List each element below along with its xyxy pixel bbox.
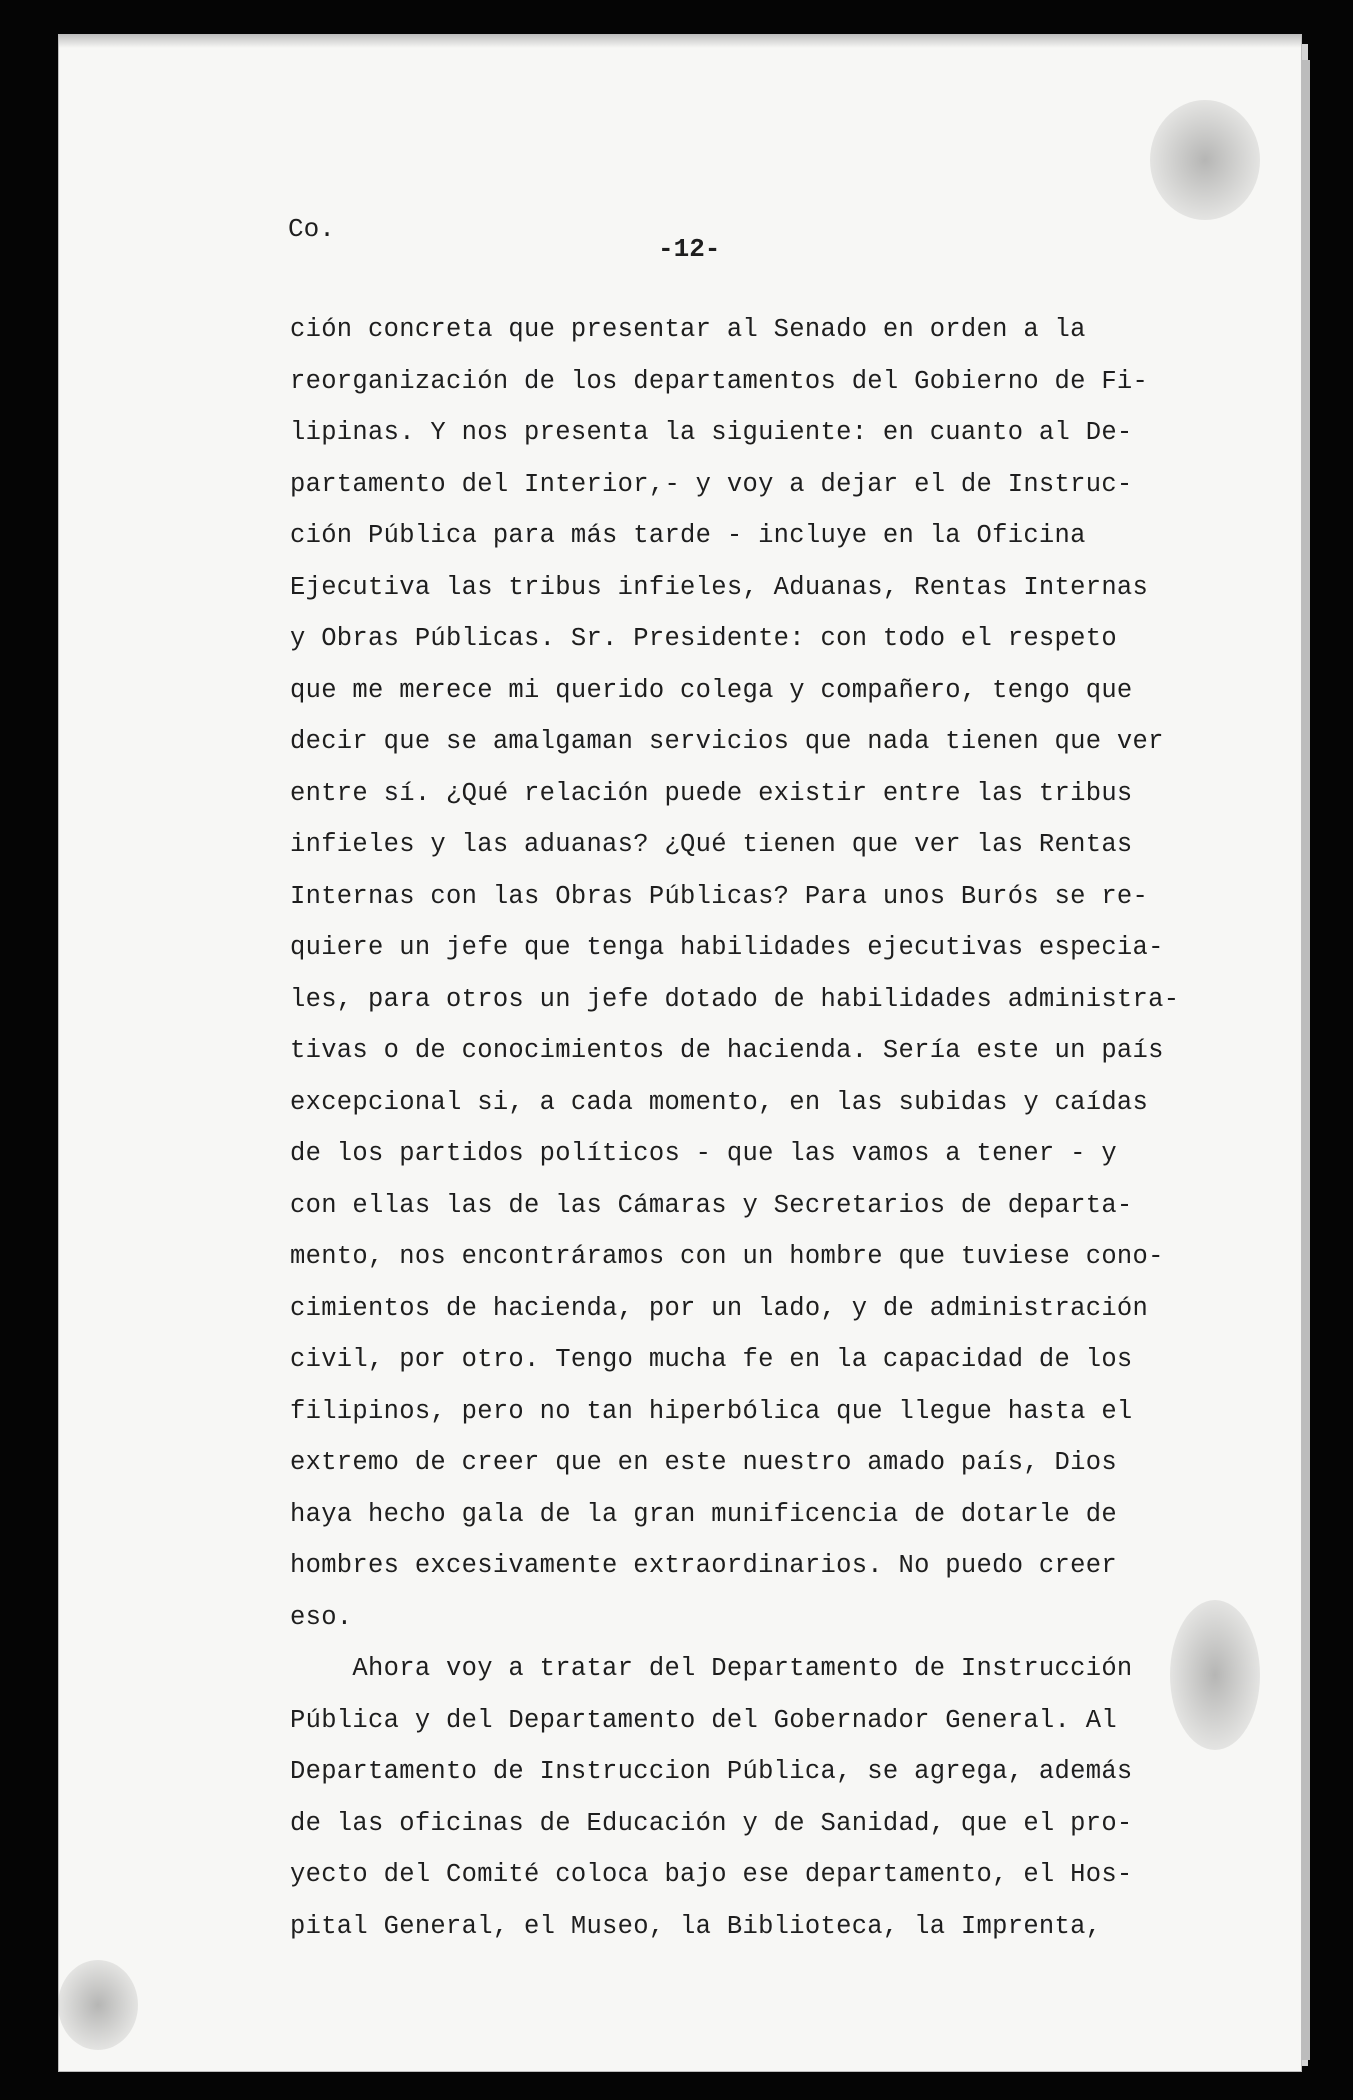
text-line: yecto del Comité coloca bajo ese departamento, el Hos- — [290, 1860, 1133, 1889]
text-line: lipinas. Y nos presenta la siguiente: en cuanto al De- — [290, 418, 1133, 447]
page-number: -12- — [658, 234, 721, 264]
text-line: reorganización de los departamentos del Gobierno de Fi- — [290, 366, 1149, 396]
text-line: haya hecho gala de la gran munificencia de dotarle de — [290, 1499, 1117, 1529]
corner-mark: Co. — [288, 214, 335, 244]
text-line: con ellas las de las Cámaras y Secretarios de departa- — [290, 1190, 1133, 1220]
text-line: y Obras Públicas. Sr. Presidente: con todo el respeto — [290, 624, 1117, 653]
paragraph-2 — [290, 1643, 1170, 1952]
document-body — [290, 304, 1180, 1952]
paragraph-1 — [290, 304, 1180, 1643]
text-line: entre sí. ¿Qué relación puede existir entre las tribus — [290, 778, 1133, 808]
text-line: cimientos de hacienda, por un lado, y de administración — [290, 1293, 1149, 1323]
text-line: partamento del Interior,- y voy a dejar el de Instruc- — [290, 469, 1133, 499]
text-line: tivas o de conocimientos de hacienda. Sería este un país — [290, 1036, 1164, 1065]
text-line: infieles y las aduanas? ¿Qué tienen que ver las Rentas — [290, 830, 1133, 859]
ink-smudge-top-right — [1150, 100, 1260, 220]
text-line: mento, nos encontráramos con un hombre que tuviese cono- — [290, 1242, 1164, 1271]
text-line: Pública y del Departamento del Gobernador General. Al — [290, 1705, 1117, 1735]
text-line: decir que se amalgaman servicios que nada tienen que ver — [290, 727, 1164, 756]
ink-smudge-right-middle — [1170, 1600, 1260, 1750]
text-line: ción concreta que presentar al Senado en orden a la — [290, 315, 1086, 344]
text-line: de las oficinas de Educación y de Sanidad, que el pro- — [290, 1808, 1133, 1838]
ink-smudge-bottom-left — [58, 1960, 138, 2050]
text-line: de los partidos políticos - que las vamos a tener - y — [290, 1139, 1117, 1168]
text-line: Ahora voy a tratar del Departamento de Instrucción — [290, 1654, 1133, 1683]
text-line: Ejecutiva las tribus infieles, Aduanas, Rentas Internas — [290, 572, 1149, 602]
text-line: que me merece mi querido colega y compañero, tengo que — [290, 675, 1133, 705]
text-line: extremo de creer que en este nuestro amado país, Dios — [290, 1448, 1117, 1477]
text-line: filipinos, pero no tan hiperbólica que llegue hasta el — [290, 1396, 1133, 1426]
text-line: excepcional si, a cada momento, en las subidas y caídas — [290, 1087, 1149, 1117]
text-line: pital General, el Museo, la Biblioteca, la Imprenta, — [290, 1911, 1102, 1941]
text-line: Internas con las Obras Públicas? Para unos Burós se re- — [290, 881, 1149, 911]
text-line: Departamento de Instruccion Pública, se agrega, además — [290, 1757, 1133, 1786]
text-line: hombres excesivamente extraordinarios. No puedo creer — [290, 1551, 1117, 1580]
text-line: ción Pública para más tarde - incluye en la Oficina — [290, 521, 1086, 550]
text-line: quiere un jefe que tenga habilidades ejecutivas especia- — [290, 933, 1164, 962]
text-line: civil, por otro. Tengo mucha fe en la capacidad de los — [290, 1345, 1133, 1374]
page-top-shadow — [58, 34, 1302, 48]
text-line: eso. — [290, 1602, 353, 1632]
text-line: les, para otros un jefe dotado de habilidades administra- — [290, 984, 1180, 1014]
